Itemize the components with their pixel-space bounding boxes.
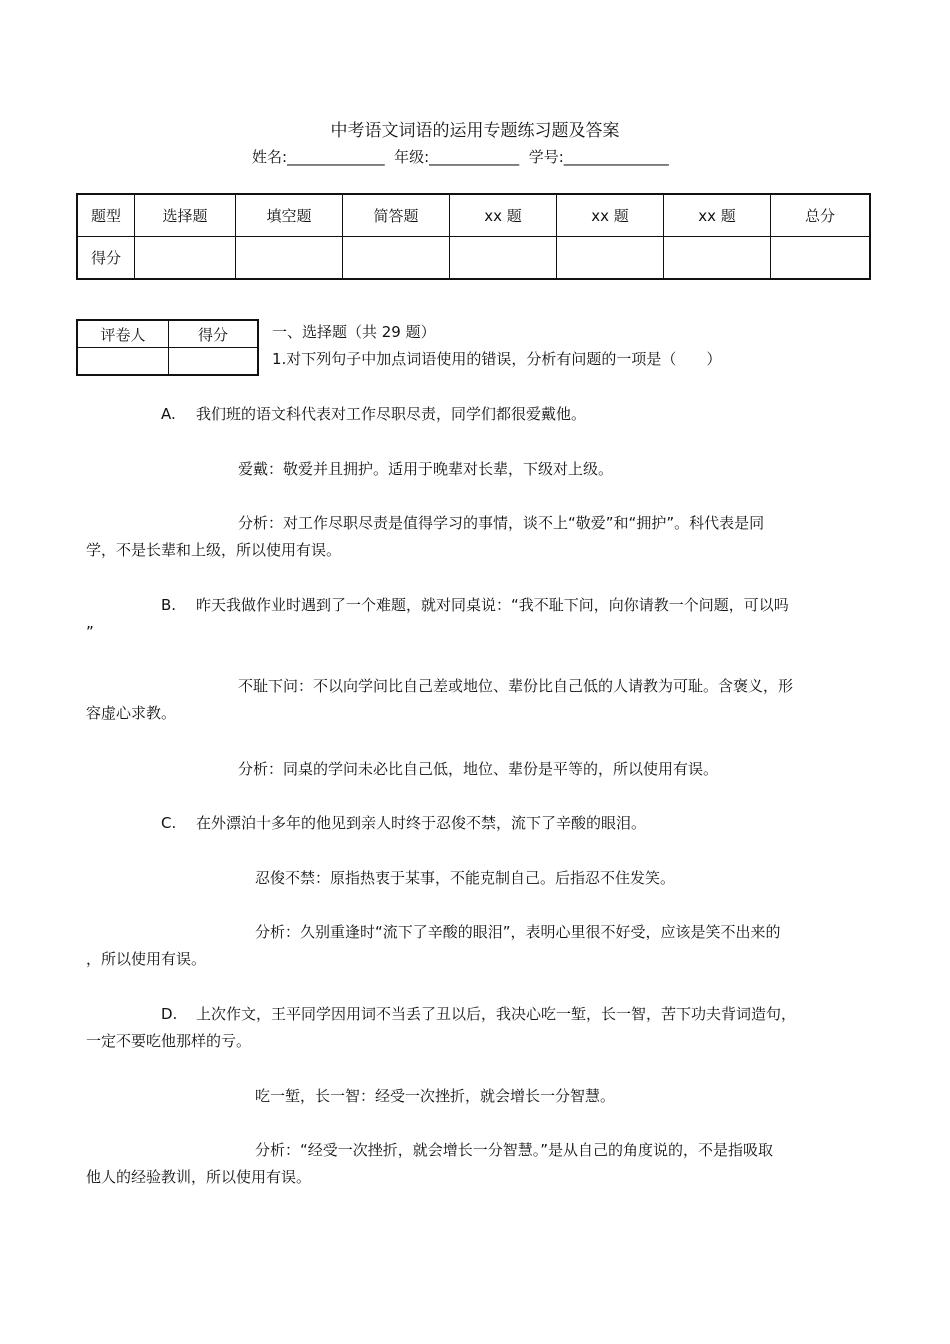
score-cell[interactable] bbox=[343, 237, 450, 280]
option-d-analysis: 分析：“经受一次挫折，就会增长一分智慧。”是从自己的角度说的，不是指吸取 bbox=[255, 1141, 774, 1159]
option-d-definition: 吃一堑，长一智：经受一次挫折，就会增长一分智慧。 bbox=[255, 1087, 616, 1105]
score-cell[interactable] bbox=[664, 237, 771, 280]
option-a-analysis: 分析：对工作尽职尽责是值得学习的事情，谈不上“敬爱”和“拥护”。科代表是同 bbox=[238, 514, 765, 532]
option-b-definition: 不耻下问：不以向学问比自己差或地位、辈份比自己低的人请教为可耻。含褒义，形 bbox=[238, 677, 794, 695]
score-table-header-row bbox=[77, 194, 870, 237]
option-b-definition-cont: 容虚心求教。 bbox=[86, 704, 177, 722]
grade-field[interactable]: ____________ bbox=[429, 148, 520, 166]
name-field[interactable]: _____________ bbox=[287, 148, 385, 166]
grader-header-cell: 评卷人 bbox=[77, 320, 169, 348]
option-d-analysis-cont: 他人的经验教训，所以使用有误。 bbox=[86, 1168, 312, 1186]
grader-score-cell[interactable] bbox=[169, 348, 259, 376]
option-d-sentence-cont: 一定不要吃他那样的亏。 bbox=[86, 1032, 252, 1050]
score-cell[interactable] bbox=[771, 237, 871, 280]
score-cell[interactable] bbox=[236, 237, 343, 280]
grader-header-row bbox=[77, 320, 258, 348]
score-cell[interactable] bbox=[557, 237, 664, 280]
option-b-analysis: 分析：同桌的学问未必比自己低，地位、辈份是平等的，所以使用有误。 bbox=[238, 760, 719, 778]
grader-table bbox=[76, 319, 259, 376]
page-title: 中考语文词语的运用专题练习题及答案 bbox=[330, 121, 620, 141]
score-header-cell: xx 题 bbox=[557, 194, 664, 237]
score-header-cell: 总分 bbox=[771, 194, 871, 237]
student-info bbox=[252, 146, 669, 167]
option-a-letter: A. bbox=[161, 405, 176, 423]
score-table-score-row bbox=[77, 237, 870, 280]
option-c-analysis-cont: ，所以使用有误。 bbox=[86, 950, 207, 968]
score-header-cell: 填空题 bbox=[236, 194, 343, 237]
id-label: 学号: bbox=[528, 148, 564, 166]
option-d-letter: D. bbox=[161, 1005, 178, 1023]
option-c-sentence: 在外漂泊十多年的他见到亲人时终于忍俊不禁，流下了辛酸的眼泪。 bbox=[196, 814, 647, 832]
question-text: 1.对下列句子中加点词语使用的错误，分析有问题的一项是（ ） bbox=[272, 350, 722, 368]
option-d-sentence: 上次作文，王平同学因用词不当丢了丑以后，我决心吃一堑，长一智，苦下功夫背词造句， bbox=[196, 1005, 797, 1023]
id-field[interactable]: ______________ bbox=[563, 148, 669, 166]
score-row-label: 得分 bbox=[77, 237, 135, 280]
grade-label: 年级: bbox=[394, 148, 430, 166]
option-a-definition: 爱戴：敬爱并且拥护。适用于晚辈对长辈，下级对上级。 bbox=[238, 460, 614, 478]
option-b-sentence: 昨天我做作业时遇到了一个难题，就对同桌说：“我不耻下问，向你请教一个问题，可以吗 bbox=[196, 596, 789, 614]
score-header-cell: 题型 bbox=[77, 194, 135, 237]
option-a-sentence: 我们班的语文科代表对工作尽职尽责，同学们都很爱戴他。 bbox=[196, 405, 587, 423]
grader-input-row bbox=[77, 348, 258, 376]
score-header-cell: 简答题 bbox=[343, 194, 450, 237]
option-c-analysis: 分析：久别重逢时“流下了辛酸的眼泪”，表明心里很不好受，应该是笑不出来的 bbox=[255, 923, 781, 941]
score-header-cell: 选择题 bbox=[135, 194, 236, 237]
score-cell[interactable] bbox=[450, 237, 557, 280]
name-label: 姓名: bbox=[252, 148, 288, 166]
score-table bbox=[76, 193, 871, 280]
score-cell[interactable] bbox=[135, 237, 236, 280]
score-header-cell: xx 题 bbox=[450, 194, 557, 237]
grader-cell[interactable] bbox=[77, 348, 169, 376]
option-b-letter: B. bbox=[161, 596, 177, 614]
option-b-sentence-cont: ” bbox=[86, 623, 94, 641]
option-a-analysis-cont: 学，不是长辈和上级，所以使用有误。 bbox=[86, 541, 342, 559]
section-heading: 一、选择题（共 29 题） bbox=[272, 323, 436, 341]
option-c-definition: 忍俊不禁：原指热衷于某事，不能克制自己。后指忍不住发笑。 bbox=[255, 869, 676, 887]
grader-header-cell: 得分 bbox=[169, 320, 259, 348]
score-header-cell: xx 题 bbox=[664, 194, 771, 237]
option-c-letter: C. bbox=[161, 814, 177, 832]
